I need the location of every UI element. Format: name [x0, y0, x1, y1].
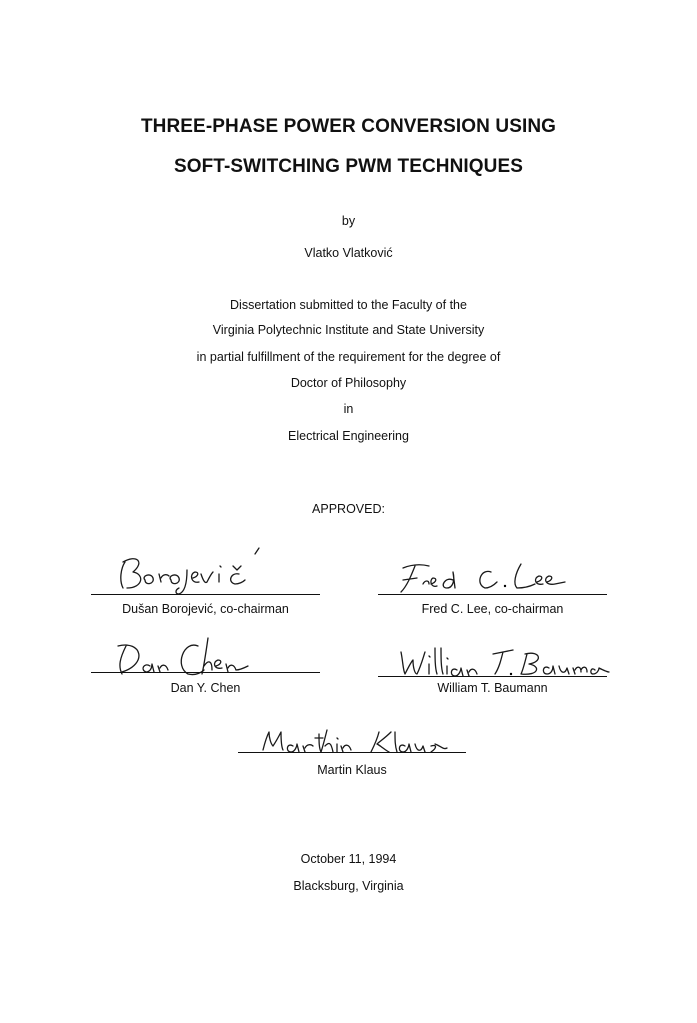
submission-line-3: in partial fulfillment of the requirement for the degree of	[196, 350, 501, 364]
signer-name-baumann: William T. Baumann	[437, 681, 548, 695]
signature-baumann-handwriting	[395, 644, 610, 680]
degree-name: Doctor of Philosophy	[290, 376, 407, 390]
signature-line-klaus	[238, 752, 466, 753]
submission-line-1: Dissertation submitted to the Faculty of the	[230, 298, 467, 312]
approved-label: APPROVED:	[312, 502, 385, 516]
signature-lee-handwriting	[395, 558, 575, 598]
field-name: Electrical Engineering	[288, 429, 409, 443]
title-line-2: SOFT-SWITCHING PWM TECHNIQUES	[173, 156, 524, 177]
signature-borojevic-handwriting	[115, 548, 285, 598]
signature-chen-handwriting	[112, 636, 262, 682]
submission-line-2: Virginia Polytechnic Institute and State University	[212, 323, 485, 337]
signer-name-borojevic: Dušan Borojević, co-chairman	[122, 602, 289, 616]
in-label: in	[343, 402, 354, 416]
signature-line-lee	[378, 594, 607, 595]
signer-name-klaus: Martin Klaus	[317, 763, 387, 777]
author-name: Vlatko Vlatković	[304, 246, 393, 260]
signer-name-lee: Fred C. Lee, co-chairman	[421, 602, 564, 616]
title-line-1: THREE-PHASE POWER CONVERSION USING	[140, 116, 557, 137]
date: October 11, 1994	[300, 852, 397, 866]
signer-name-chen: Dan Y. Chen	[170, 681, 241, 695]
signature-line-baumann	[378, 676, 607, 677]
place: Blacksburg, Virginia	[293, 879, 404, 893]
signature-klaus-handwriting	[255, 728, 460, 758]
signature-line-chen	[91, 672, 320, 673]
signature-line-borojevic	[91, 594, 320, 595]
by-label: by	[341, 214, 356, 228]
